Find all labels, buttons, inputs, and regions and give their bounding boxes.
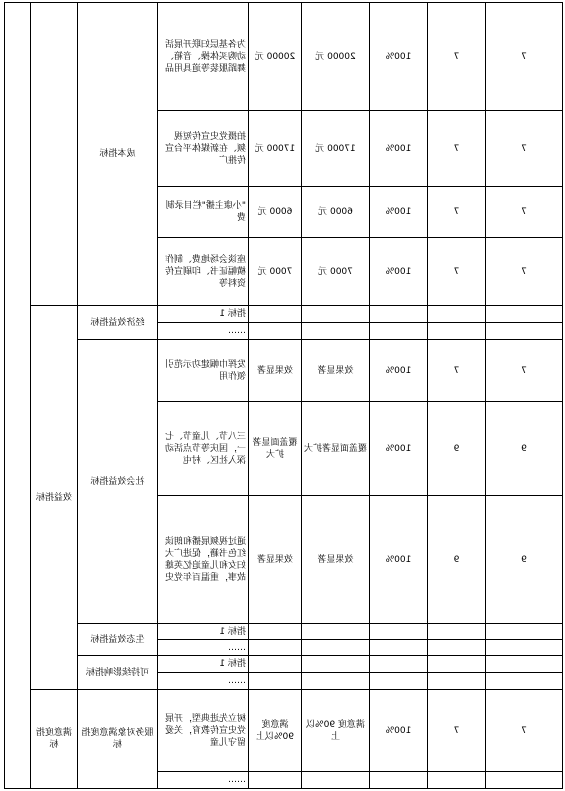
actual-value-cell: 20000 元 — [302, 3, 370, 111]
actual-value-cell — [302, 673, 370, 690]
actual-value-cell: 覆盖面显著扩大 — [302, 402, 370, 496]
score-cell — [486, 772, 563, 789]
indicator-content-cell: 指标 1 — [157, 624, 248, 640]
actual-value-cell: 效果显著 — [302, 340, 370, 402]
target-value-cell — [249, 323, 302, 340]
indicator-table — [4, 2, 563, 789]
score-cell: 7 — [486, 187, 563, 238]
level2-social-cell: 社会效益指标 — [77, 340, 157, 624]
target-value-cell — [249, 624, 302, 640]
score-cell: 7 — [486, 340, 563, 402]
score-cell — [486, 640, 563, 656]
score-cell — [486, 656, 563, 673]
score-cell: 7 — [486, 690, 563, 772]
indicator-content-cell: 树立先进典型，开展党史宣传教育，关爱留守儿童 — [157, 690, 248, 772]
target-value-cell — [249, 772, 302, 789]
target-value-cell: 20000 元 — [249, 3, 302, 111]
level2-ecological-cell: 生态效益指标 — [77, 624, 157, 656]
level1-benefit-cell: 效益指标 — [30, 306, 77, 690]
completion-cell: 100% — [370, 238, 428, 306]
indicator-content-cell: 通过视频展播和朗读红色书籍，促进广大妇女和儿童追忆英雄故事，重温百年党史 — [157, 496, 248, 624]
score-cell: 9 — [486, 496, 563, 624]
indicator-content-cell: …… — [157, 640, 248, 656]
completion-cell — [370, 640, 428, 656]
completion-cell — [370, 306, 428, 323]
completion-cell — [370, 673, 428, 690]
indicator-content-cell: …… — [157, 673, 248, 690]
score-cell — [486, 673, 563, 690]
indicator-content-cell: 指标 1 — [157, 306, 248, 323]
completion-cell: 100% — [370, 690, 428, 772]
completion-cell: 100% — [370, 402, 428, 496]
weight-cell: 7 — [428, 238, 486, 306]
actual-value-cell: 6000 元 — [302, 187, 370, 238]
weight-cell: 7 — [428, 111, 486, 187]
weight-cell: 7 — [428, 340, 486, 402]
score-cell: 7 — [486, 238, 563, 306]
weight-cell: 7 — [428, 3, 486, 111]
indicator-content-cell: 指标 1 — [157, 656, 248, 673]
weight-cell: 7 — [428, 690, 486, 772]
actual-value-cell — [302, 624, 370, 640]
target-value-cell: 效果显著 — [249, 340, 302, 402]
table-row — [4, 306, 562, 323]
target-value-cell: 17000 元 — [249, 111, 302, 187]
actual-value-cell — [302, 772, 370, 789]
target-value-cell — [249, 673, 302, 690]
weight-cell: 9 — [428, 496, 486, 624]
actual-value-cell: 17000 元 — [302, 111, 370, 187]
completion-cell — [370, 772, 428, 789]
indicator-content-cell: …… — [157, 772, 248, 789]
actual-value-cell: 满意度 90%以上 — [302, 690, 370, 772]
weight-cell — [428, 624, 486, 640]
level2-economic-cell: 经济效益指标 — [77, 306, 157, 340]
table-row — [4, 624, 562, 640]
weight-cell — [428, 673, 486, 690]
completion-cell — [370, 624, 428, 640]
indicator-content-cell: 三八节、儿童节、七一，国庆等节点活动深入社区、村屯 — [157, 402, 248, 496]
weight-cell — [428, 640, 486, 656]
target-value-cell — [249, 640, 302, 656]
score-cell: 9 — [486, 402, 563, 496]
level2-sustainable-cell: 可持续影响指标 — [77, 656, 157, 690]
level2-cost-cell: 成本指标 — [77, 3, 157, 306]
score-cell: 7 — [486, 111, 563, 187]
table-row — [4, 690, 562, 772]
target-value-cell: 6000 元 — [249, 187, 302, 238]
level1-satisfaction-cell: 满意度指标 — [30, 690, 77, 789]
table-row — [4, 3, 562, 111]
weight-cell — [428, 772, 486, 789]
completion-cell: 100% — [370, 187, 428, 238]
target-value-cell — [249, 306, 302, 323]
indicator-content-cell: 拍摄党史宣传短视频、在新媒体平台宣传推广 — [157, 111, 248, 187]
completion-cell: 100% — [370, 496, 428, 624]
indicator-content-cell: "小康主播"栏目录制费 — [157, 187, 248, 238]
target-value-cell: 覆盖面显著扩大 — [249, 402, 302, 496]
indicator-content-cell: 为各基层妇联开展活动购买体操、音箱、舞蹈服装等道具用品 — [157, 3, 248, 111]
actual-value-cell: 效果显著 — [302, 496, 370, 624]
level1-blank-cell — [30, 3, 77, 306]
completion-cell: 100% — [370, 111, 428, 187]
score-cell — [486, 323, 563, 340]
score-cell — [486, 306, 563, 323]
indicator-content-cell: 发挥巾帼建功示范引领作用 — [157, 340, 248, 402]
level2-service-cell: 服务对象满意度指标 — [77, 690, 157, 789]
completion-cell: 100% — [370, 3, 428, 111]
target-value-cell: 满意度 90%以上 — [249, 690, 302, 772]
score-cell: 7 — [486, 3, 563, 111]
weight-cell — [428, 323, 486, 340]
actual-value-cell: 7000 元 — [302, 238, 370, 306]
completion-cell — [370, 656, 428, 673]
table-row — [4, 656, 562, 673]
target-value-cell: 效果显著 — [249, 496, 302, 624]
actual-value-cell — [302, 640, 370, 656]
weight-cell — [428, 306, 486, 323]
table-row — [4, 340, 562, 402]
actual-value-cell — [302, 656, 370, 673]
indicator-content-cell: 座谈会场地费、制作横幅证书、印刷宣传资料等 — [157, 238, 248, 306]
actual-value-cell — [302, 306, 370, 323]
target-value-cell: 7000 元 — [249, 238, 302, 306]
completion-cell — [370, 323, 428, 340]
actual-value-cell — [302, 323, 370, 340]
target-value-cell — [249, 656, 302, 673]
indicator-content-cell: …… — [157, 323, 248, 340]
weight-cell: 7 — [428, 187, 486, 238]
completion-cell: 100% — [370, 340, 428, 402]
weight-cell — [428, 656, 486, 673]
score-cell — [486, 624, 563, 640]
weight-cell: 9 — [428, 402, 486, 496]
outer-blank-cell — [4, 3, 30, 789]
